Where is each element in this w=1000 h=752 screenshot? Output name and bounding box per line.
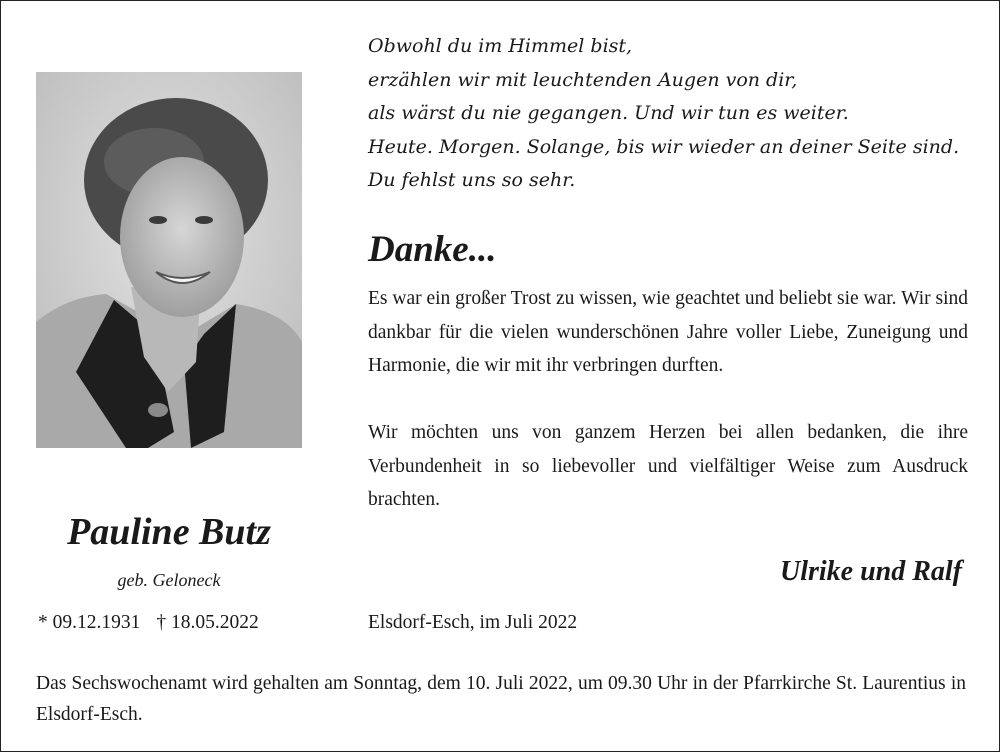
memorial-service-notice: Das Sechswochenamt wird gehalten am Sonntag, dem 10. Juli 2022, um 09.30 Uhr in der Pfarrkirche St. Laurentius in Elsdorf-Esch. (36, 673, 966, 725)
deceased-name: Pauline Butz (67, 511, 271, 553)
poem (368, 30, 968, 198)
signers: Ulrike und Ralf (779, 556, 962, 587)
maiden-name: geb. Geloneck (117, 570, 221, 590)
place-date: Elsdorf-Esch, im Juli 2022 (368, 612, 578, 633)
birth-date: * 09.12.1931 (38, 612, 141, 633)
poem-line: als wärst du nie gegangen. Und wir tun es weiter. (368, 102, 849, 124)
poem-line: Obwohl du im Himmel bist, (368, 35, 633, 57)
poem-line: Du fehlst uns so sehr. (368, 169, 576, 191)
thanks-paragraph: Es war ein großer Trost zu wissen, wie geachtet und beliebt sie war. Wir sind dankbar für die vielen wunderschönen Jahre voller Liebe, Zuneigung und Harmonie, die wir mit ihr verbringen durften. (368, 288, 968, 376)
portrait-photo (36, 72, 302, 448)
poem-line: erzählen wir mit leuchtenden Augen von dir, (368, 68, 798, 91)
thanks-heading: Danke... (368, 229, 497, 270)
thanks-paragraph: Wir möchten uns von ganzem Herzen bei allen bedanken, die ihre Verbundenheit in so liebevoller und vielfältiger Weise zum Ausdruck brachten. (368, 422, 968, 510)
life-dates (38, 612, 259, 634)
poem-line: Heute. Morgen. Solange, bis wir wieder an deiner Seite sind. (368, 135, 960, 158)
death-date: † 18.05.2022 (156, 612, 259, 633)
